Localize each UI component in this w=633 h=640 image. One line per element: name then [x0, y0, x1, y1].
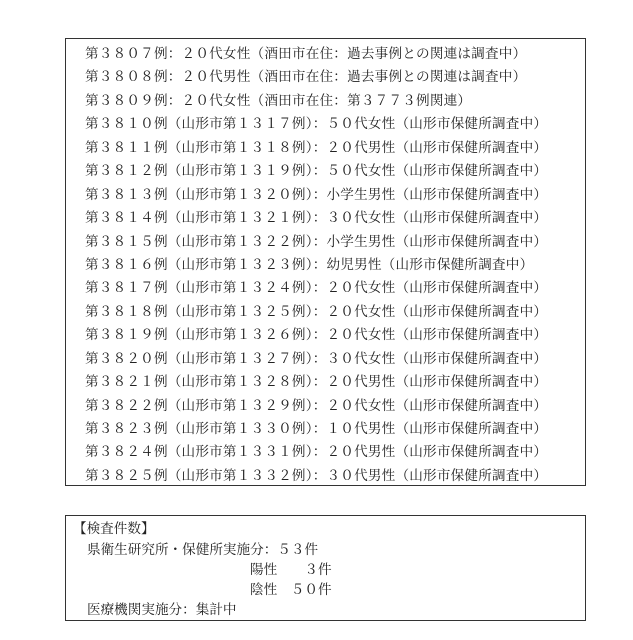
case-line: 第３８２２例（山形市第１３２９例）：２０代女性（山形市保健所調査中）	[85, 397, 548, 414]
medical-inspection-count: 医療機関実施分：集計中	[87, 602, 237, 618]
case-line: 第３８２５例（山形市第１３３２例）：３０代男性（山形市保健所調査中）	[85, 467, 548, 484]
case-line: 第３８１９例（山形市第１３２６例）：２０代女性（山形市保健所調査中）	[85, 327, 548, 344]
case-line: 第３８１７例（山形市第１３２４例）：２０代女性（山形市保健所調査中）	[85, 280, 548, 297]
case-line: 第３８２１例（山形市第１３２８例）：２０代男性（山形市保健所調査中）	[85, 374, 548, 391]
case-list	[85, 43, 547, 488]
case-line: 第３８１１例（山形市第１３１８例）：２０代男性（山形市保健所調査中）	[85, 139, 548, 156]
case-line: 第３８２３例（山形市第１３３０例）：１０代男性（山形市保健所調査中）	[85, 421, 548, 437]
case-line: 第３８１３例（山形市第１３２０例）：小学生男性（山形市保健所調査中）	[85, 186, 548, 203]
case-line: 第３８２０例（山形市第１３２７例）：３０代女性（山形市保健所調査中）	[85, 350, 548, 367]
inspection-heading: 【検査件数】	[73, 521, 155, 537]
case-line: 第３８１０例（山形市第１３１７例）：５０代女性（山形市保健所調査中）	[85, 116, 548, 133]
case-line: 第３８１８例（山形市第１３２５例）：２０代女性（山形市保健所調査中）	[85, 303, 548, 320]
pref-inspection-count: 県衛生研究所・保健所実施分：５３件	[87, 542, 319, 558]
case-list-box	[65, 38, 586, 486]
case-line: 第３８０８例：２０代男性（酒田市在住：過去事例との関連は調査中）	[85, 69, 527, 86]
case-line: 第３８０９例：２０代女性（酒田市在住：第３７７３例関連）	[85, 92, 472, 109]
case-line: 第３８１６例（山形市第１３２３例）：幼児男性（山形市保健所調査中）	[85, 256, 534, 273]
positive-count: 陽性 ３件	[250, 562, 332, 578]
negative-count: 陰性 ５０件	[250, 582, 332, 598]
inspection-box	[65, 515, 586, 621]
case-line: 第３８２４例（山形市第１３３１例）：２０代男性（山形市保健所調査中）	[85, 444, 548, 461]
case-line: 第３８１４例（山形市第１３２１例）：３０代女性（山形市保健所調査中）	[85, 210, 548, 227]
case-line: 第３８１２例（山形市第１３１９例）：５０代女性（山形市保健所調査中）	[85, 163, 548, 180]
case-line: 第３８１５例（山形市第１３２２例）：小学生男性（山形市保健所調査中）	[85, 233, 548, 250]
case-line: 第３８０７例：２０代女性（酒田市在住：過去事例との関連は調査中）	[85, 46, 527, 62]
